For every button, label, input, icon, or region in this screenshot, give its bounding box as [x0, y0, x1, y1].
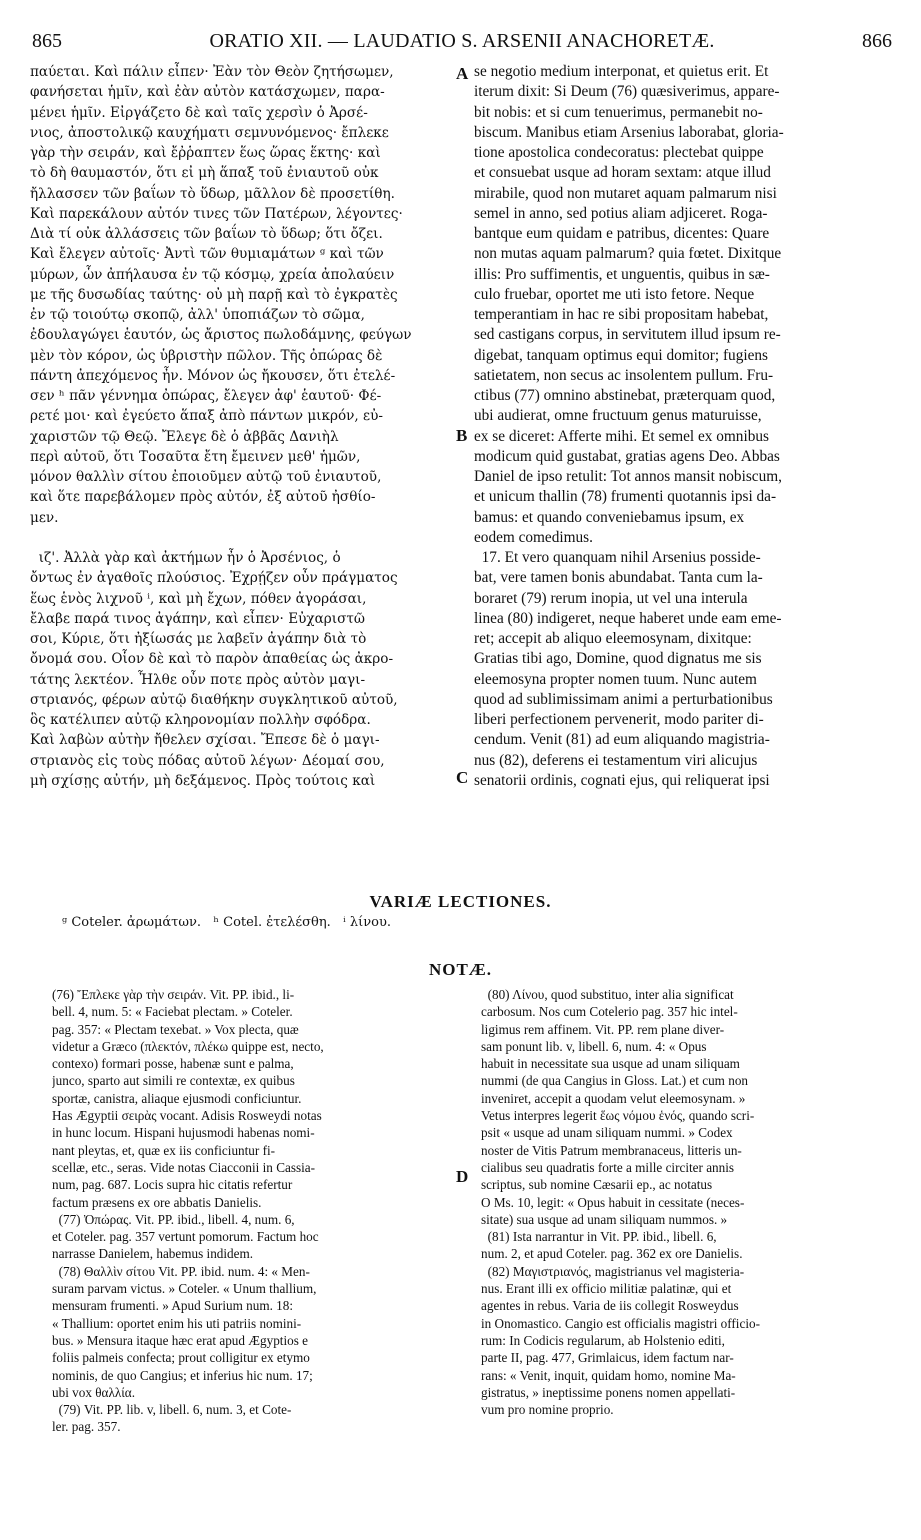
greek-text-column: παύεται. Καὶ πάλιν εἶπεν· Ἐὰν τὸν Θεὸν ζητήσωμεν, φανήσεται ἡμῖν, καὶ ἐὰν αὐτὸν κατάσχωμεν, παρα- μένει ἡμῖν. Εἰργάζετο δὲ καὶ ταῖς χερσὶν ὁ Ἀρσέ- νιος, ἀποστολικῷ καυχήματι σεμνυνόμενος· ἔπλεκε γὰρ τὴν σειράν, καὶ ἔῤῥαπτεν ἕως ὥρας ἕκτης· καὶ τὸ δὴ θαυμαστόν, ὅτι εἰ μὴ ἅπαξ τοῦ ἐνιαυτοῦ οὐκ ἤλλασσεν τῶν βαΐων τὸ ὕδωρ, μᾶλλον δὲ προσετίθη. Καὶ παρεκάλουν αὐτόν τινες τῶν Πατέρων, λέγοντες· Διὰ τί οὐκ ἀλλάσσεις τῶν βαΐων τὸ ὕδωρ; ὅτι ὄζει. Καὶ ἔλεγεν αὐτοῖς· Ἀντὶ τῶν θυμιαμάτων ᵍ καὶ τῶν μύρων, ὧν ἀπήλαυσα ἐν τῷ κόσμῳ, χρεία ἀπολαύειν με τῆς δυσωδίας ταύτης· οὐ μὴ παρῇ καὶ τὸ ἐγκρατὲς ἐν τῷ τοιούτῳ σκοπῷ, ἀλλ' ὑποπιάζων τὸ σῶμα, ἐδουλαγώγει ἑαυτόν, ὡς ἄριστος πωλοδάμνης, φεύγων μὲν τὸν κόρον, ὡς ὑβριστὴν πῶλον. Τῆς ὀπώρας δὲ πάντη ἀπεχόμενος ἦν. Μόνον ὡς ἤκουσεν, ὅτι ἐτελέ- σεν ʰ πᾶν γέννημα ὀπώρας, ἔλεγεν ἀφ' ἑαυτοῦ· Φέ- ρετέ μοι· καὶ ἐγεύετο ἅπαξ ἀπὸ πάντων μικρόν, εὐ- χαριστῶν τῷ Θεῷ. Ἔλεγε δὲ ὁ ἀββᾶς Δανιὴλ περὶ αὐτοῦ, ὅτι Τοσαῦτα ἔτη ἔμεινεν μεθ' ἡμῶν, μόνον θαλλὶν σίτου ἐποιοῦμεν αὐτῷ τοῦ ἐνιαυτοῦ, καὶ ὅτε παρεβάλομεν πρὸς αὐτόν, ἐξ αὐτοῦ ἠσθίο- μεν. ιζ'. Ἀλλὰ γὰρ καὶ ἀκτήμων ἦν ὁ Ἀρσένιος, ὁ ὄντως ἐν ἀγαθοῖς πλούσιος. Ἐχρῄζεν οὖν πράγματος ἕως ἑνὸς λιχνοῦ ⁱ, καὶ μὴ ἔχων, πόθεν ἀγοράσαι, ἔλαβε παρά τινος ἀγάπην, καὶ εἶπεν· Εὐχαριστῶ σοι, Κύριε, ὅτι ἠξίωσάς με λαβεῖν ἀγάπην διὰ τὸ ὄνομά σου. Οἷον δὲ καὶ τὸ παρὸν ἀπαθείας ὡς ἀκρο- τάτης λεκτέον. Ἦλθε οὖν ποτε πρὸς αὐτὸν μαγι- στριανός, φέρων αὐτῷ διαθήκην συγκλητικοῦ αὐτοῦ, ὃς κατέλιπεν αὐτῷ κληρονομίαν πολλὴν σφόδρα. Καὶ λαβὼν αὐτὴν ἤθελεν σχίσαι. Ἔπεσε δὲ ὁ μαγι- στριανὸς εἰς τοὺς πόδας αὐτοῦ λέγων· Δέομαί σου, μὴ σχίσῃς αὐτήν, μὴ δεξάμενος. Πρὸς τούτοις καὶ: [30, 64, 412, 789]
margin-marker-b: B: [456, 426, 468, 445]
margin-marker-a: A: [456, 64, 469, 83]
running-header: [32, 30, 892, 60]
page-number-left: 865: [32, 30, 62, 52]
variae-lectiones-line: ᵍ Coteler. ἀρωμάτων. ʰ Cotel. ἐτελέσθη. ⁱ λίνου.: [62, 915, 392, 930]
latin-text-column: se negotio medium interponat, et quietus erit. Et iterum dixit: Si Deum (76) quæsiverimus, appare- bit nobis: et si cum tenuerimus, permanebit no- biscum. Manibus etiam Arsenius laborabat, gloria- tione apostolica condecoratus: plectebat quippe et consuebat usque ad horam sextam: atque illud mirabile, quod non mutaret aquam palmarum nisi semel in anno, sed potius aliam adjiceret. Roga- bantque eum quidam e patribus, dicentes: Quare non mutas aquam palmarum? quia fœtet. Dixitque illis: Pro suffimentis, et unguentis, quibus in sæ- culo fruebar, oportet me uti isto fetore. Neque temperantiam in hac re sibi propositam habebat, sed castigans corpus, in servitutem illud ipsum re- digebat, tanquam optimus equi domitor; fugiens satietatem, non secus ac insolentem pullum. Fru- ctibus (77) omnino abstinebat, præterquam quod, ubi audierat, omne fructuum genus maturuisse, ex se diceret: Afferte mihi. Et semel ex omnibus modicum quid gustabat, gratias agens Deo. Abbas Daniel de ipso retulit: Tot annos mansit nobiscum, et unicum thallin (78) frumenti quotannis ipsi da- bamus: et quando conveniebamus ipsum, ex eodem comedimus. 17. Et vero quanquam nihil Arsenius posside- bat, vere tamen bonis abundabat. Tanta cum la- boraret (79) rerum inopia, ut vel una interula linea (80) indigeret, neque haberet unde eam eme- ret; accepit ab aliquo eleemosynam, dixitque: Gratias tibi ago, Domine, quod dignatus me sis eleemosyna propter nomen tuum. Nunc autem quod ad sublimissimam animi a perturbationibus liberi perfectionem pervenerit, modo pariter di- cendum. Venit (81) ad eum aliquando magistria- nus (82), deferens ei testamentum viri alicujus senatorii ordinis, cognati ejus, qui reliquerat ipsi: [474, 63, 784, 789]
variae-lectiones-heading: VARIÆ LECTIONES.: [369, 892, 552, 911]
notes-left-column: (76) Ἔπλεκε γὰρ τὴν σειράν. Vit. PP. ibid., li- bell. 4, num. 5: « Faciebat plectam. » Coteler. pag. 357: « Plectam texebat. » Vox plecta, quæ videtur a Græco (πλεκτόν, πλέκω quippe est, necto, contexo) formari posse, habenæ sunt e palma, junco, sparto aut simili re contextæ, ex quibus sportæ, canistra, aliaque ejusmodi conficiuntur. Has Ægyptii σειρὰς vocant. Adisis Rosweydi notas in hunc locum. Hispani hujusmodi habenas nomi- nant pleytas, et, quæ ex iis conficiuntur fi- scellæ, etc., seras. Vide notas Ciacconii in Cassia- num, pag. 687. Locis supra hic citatis refertur factum præsens ex ore abbatis Danielis. (77) Ὀπώρας. Vit. PP. ibid., libell. 4, num. 6, et Coteler. pag. 357 vertunt pomorum. Factum hoc narrasse Danielem, habemus indidem. (78) Θαλλὶν σίτου Vit. PP. ibid. num. 4: « Men- suram parvam victus. » Coteler. « Unum thallium, mensuram frumenti. » Apud Surium num. 18: « Thallium: oportet enim his uti patriis nomini- bus. » Mensura itaque hæc erat apud Ægyptios e foliis palmeis confecta; prout colligitur ex etymo nominis, de quo Cangius; et inferius hic num. 17; ubi vox θαλλία. (79) Vit. PP. lib. v, libell. 6, num. 3, et Cote- ler. pag. 357.: [52, 987, 324, 1435]
page-number-right: 866: [862, 30, 892, 52]
margin-marker-c: C: [456, 768, 469, 787]
notes-right-column: (80) Λίνου, quod substituo, inter alia significat carbosum. Nos cum Cotelerio pag. 357 hic intel- ligimus rem affinem. Vit. PP. rem plane diver- sam ponunt lib. v, libell. 6, num. 4: « Opus habuit in necessitate sua usque ad unam siliquam nummi (de qua Cangius in Gloss. Lat.) et cum non inveniret, accepit a quodam velut eleemosynam. » Vetus interpres legerit ἕως νόμου ἑνός, quando scri- psit « usque ad unam siliquam nummi. » Codex noster de Vitis Patrum membranaceus, litteris un- cialibus seu quadratis forte a mille circiter annis scriptus, sub nomine Cæsarii ep., ac notatus O Ms. 10, legit: « Opus habuit in cessitate (neces- sitate) sua usque ad unam siliquam nummos. » (81) Ista narrantur in Vit. PP. ibid., libell. 6, num. 2, et apud Coteler. pag. 362 ex ore Danielis. (82) Μαγιστριανός, magistrianus vel magisteria- nus. Erant illi ex officio militiæ palatinæ, qui et agentes in rebus. Varia de iis collegit Rosweydus in Onomastico. Cangio est officialis magistri officio- rum: In Codicis regularum, ab Holstenio editi, parte II, pag. 477, Grimlaicus, idem factum nar- rans: « Venit, inquit, quidam homo, nomine Ma- gistratus, » ineptissime ponens nomen appellati- vum pro nomine proprio.: [481, 987, 760, 1418]
running-title: ORATIO XII. — LAUDATIO S. ARSENII ANACHORETÆ.: [209, 30, 715, 52]
margin-marker-d: D: [456, 1167, 469, 1186]
notae-heading: NOTÆ.: [428, 960, 493, 979]
